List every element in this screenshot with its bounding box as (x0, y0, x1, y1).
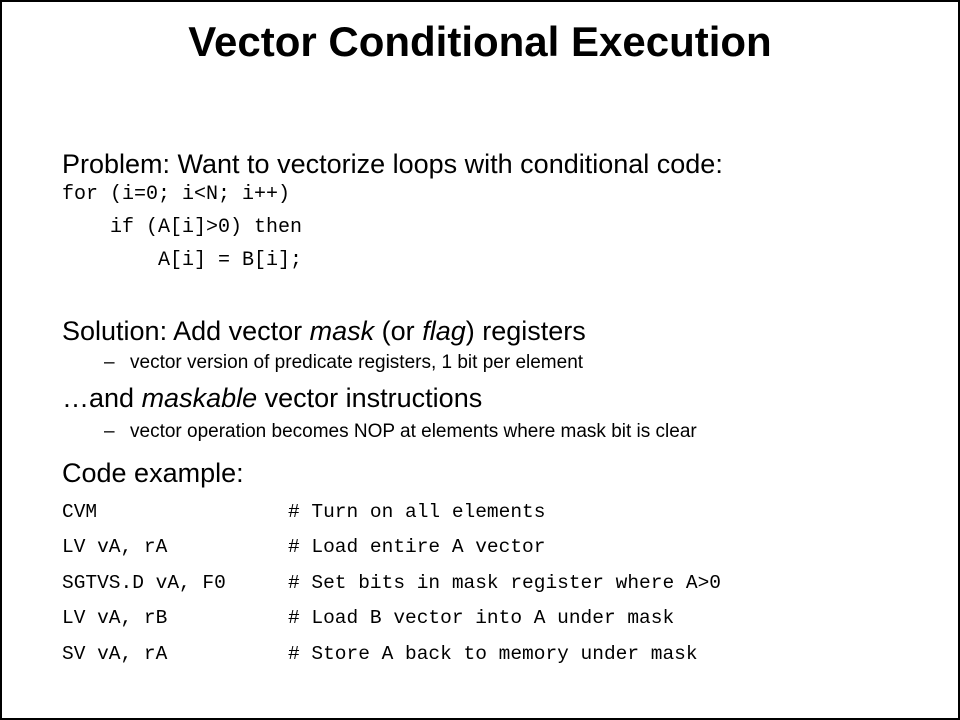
solution-suffix: ) registers (465, 316, 586, 346)
bullet-dash: – (104, 421, 115, 442)
code-instruction: LV vA, rA (62, 536, 168, 558)
flag-word: flag (422, 316, 466, 346)
maskable-heading (62, 382, 482, 414)
loop-code-line-3: A[i] = B[i]; (62, 249, 303, 272)
code-comment: # Store A back to memory under mask (288, 643, 698, 665)
code-instruction: SGTVS.D vA, F0 (62, 572, 226, 594)
code-instruction: LV vA, rB (62, 607, 168, 629)
loop-code-line-2: if (A[i]>0) then (62, 216, 303, 239)
maskable-bullet-text: vector operation becomes NOP at elements where mask bit is clear (130, 421, 697, 442)
code-comment: # Load B vector into A under mask (288, 607, 675, 629)
code-comment: # Set bits in mask register where A>0 (288, 572, 721, 594)
code-comment: # Turn on all elements (288, 501, 546, 523)
mask-word: mask (309, 316, 375, 346)
solution-middle: (or (374, 316, 423, 346)
code-example-heading: Code example: (62, 458, 244, 488)
code-comment: # Load entire A vector (288, 536, 546, 558)
solution-prefix: Solution: Add vector (62, 316, 310, 346)
code-instruction: SV vA, rA (62, 643, 168, 665)
bullet-dash: – (104, 352, 115, 373)
code-instruction: CVM (62, 501, 98, 523)
problem-heading: Problem: Want to vectorize loops with conditional code: (62, 149, 723, 179)
solution-bullet (104, 351, 583, 375)
maskable-word: maskable (141, 383, 258, 413)
loop-code-line-1: for (i=0; i<N; i++) (62, 183, 291, 206)
maskable-prefix: …and (62, 383, 142, 413)
maskable-bullet (104, 420, 697, 444)
solution-heading (62, 315, 586, 347)
maskable-suffix: vector instructions (257, 383, 483, 413)
slide-title: Vector Conditional Execution (188, 18, 772, 65)
solution-bullet-text: vector version of predicate registers, 1 bit per element (130, 352, 584, 373)
